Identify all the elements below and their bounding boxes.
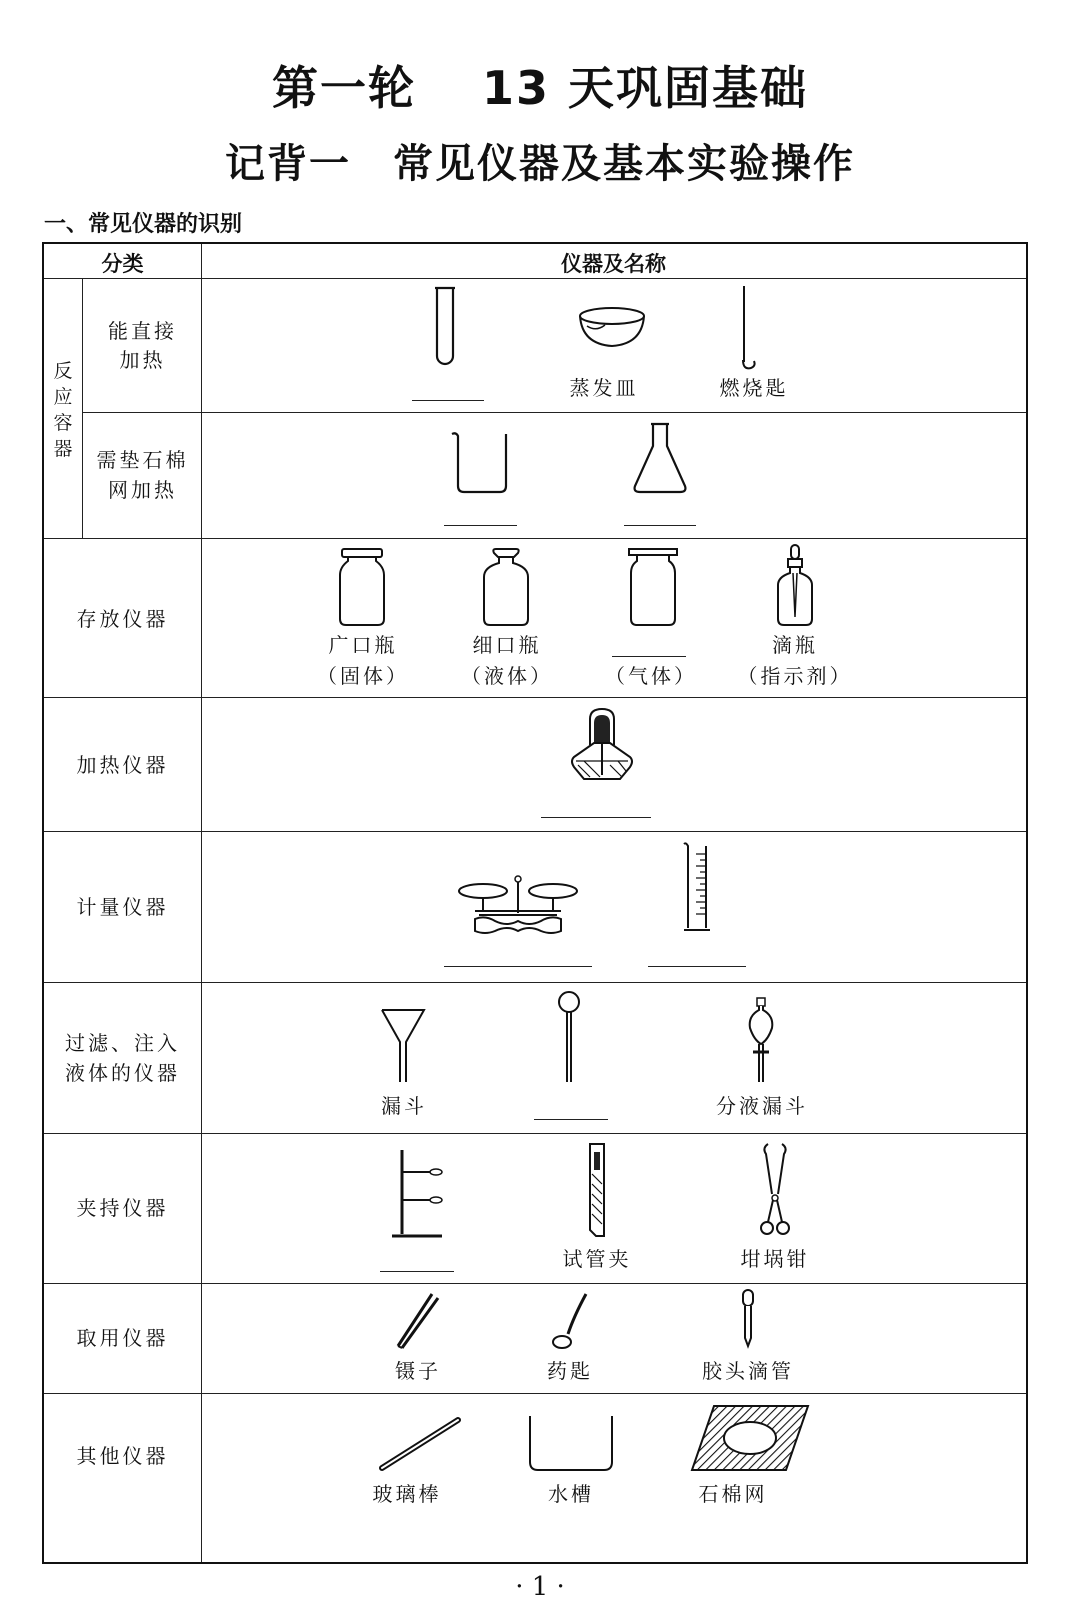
iron-stand-icon [388,1146,448,1242]
answer-blank [380,1271,454,1272]
caption-dropper-bottle-use: （指示剂） [737,664,853,688]
balance-icon [455,873,581,939]
narrow-mouth-bottle-icon [480,545,532,629]
category-gauze-heat-line1: 需垫石棉 [96,448,189,472]
caption-glass-rod: 玻璃棒 [372,1482,442,1506]
category-filter-line1: 过滤、注入 [65,1031,180,1055]
header-instruments: 仪器及名称 [561,252,666,276]
glass-rod-icon [378,1414,464,1474]
caption-narrow-bottle-use: （液体） [461,664,553,688]
row-divider [44,278,1026,279]
caption-evaporating-dish: 蒸发皿 [569,376,639,400]
gas-collecting-bottle-icon [627,545,679,629]
column-divider [201,244,202,1562]
section-heading: 一、常见仪器的识别 [44,212,243,237]
caption-wide-bottle-use: （固体） [317,664,409,688]
category-direct-heat-line1: 能直接 [108,319,177,343]
page-title: 第一轮 13 天巩固基础 [271,61,809,115]
caption-gas-bottle-use: （气体） [605,664,697,688]
alcohol-lamp-icon [560,705,644,785]
caption-tweezers: 镊子 [395,1359,441,1383]
caption-sep-funnel: 分液漏斗 [716,1094,808,1118]
caption-crucible-tongs: 坩埚钳 [740,1247,810,1271]
answer-blank [648,966,746,967]
answer-blank [534,1119,608,1120]
wide-mouth-bottle-icon [336,545,388,629]
combustion-spoon-icon [733,284,763,374]
caption-wide-bottle: 广口瓶 [328,633,398,657]
funnel-icon [378,1006,428,1086]
long-neck-funnel-icon [554,988,584,1086]
row-divider [44,1133,1026,1134]
row-divider [44,982,1026,983]
water-trough-icon [526,1412,616,1474]
category-gauze-heat-line2: 网加热 [108,478,177,502]
answer-blank [624,525,696,526]
group-label-reaction: 反应容器 [53,360,73,460]
category-storage: 存放仪器 [76,607,169,631]
test-tube-icon [425,284,465,374]
answer-blank [444,525,517,526]
crucible-tongs-icon [758,1142,792,1238]
caption-narrow-bottle: 细口瓶 [472,633,542,657]
row-divider [44,697,1026,698]
evaporating-dish-icon [573,304,651,350]
category-measuring: 计量仪器 [76,895,169,919]
caption-funnel: 漏斗 [381,1094,427,1118]
header-category: 分类 [101,252,144,276]
spatula-icon [550,1290,592,1352]
asbestos-gauze-icon [688,1402,812,1474]
answer-blank [444,966,592,967]
category-other: 其他仪器 [76,1444,169,1468]
row-divider [82,412,1026,413]
test-tube-holder-icon [582,1140,612,1242]
separatory-funnel-icon [744,996,778,1086]
category-holding: 夹持仪器 [76,1196,169,1220]
category-direct-heat-line2: 加热 [119,348,166,372]
caption-dropper-bottle: 滴瓶 [772,633,818,657]
row-divider [44,1393,1026,1394]
dropper-icon [738,1288,758,1350]
conical-flask-icon [630,420,690,498]
answer-blank [541,817,651,818]
column-divider [82,278,83,538]
caption-tube-holder: 试管夹 [562,1247,632,1271]
category-taking: 取用仪器 [76,1326,169,1350]
caption-dropper: 胶头滴管 [702,1359,794,1383]
category-filter-line2: 液体的仪器 [65,1061,180,1085]
answer-blank [412,400,484,401]
tweezers-icon [392,1292,442,1352]
caption-gauze: 石棉网 [698,1482,768,1506]
graduated-cylinder-icon [680,840,714,936]
category-heating: 加热仪器 [76,753,169,777]
caption-combustion-spoon: 燃烧匙 [719,376,789,400]
caption-spatula: 药匙 [547,1359,593,1383]
beaker-icon [448,428,514,498]
page-subtitle: 记背一 常见仪器及基本实验操作 [225,141,855,187]
row-divider [44,831,1026,832]
answer-blank [612,656,686,657]
page-number: · 1 · [515,1572,565,1602]
dropper-bottle-icon [774,543,816,629]
caption-water-trough: 水槽 [548,1482,594,1506]
row-divider [44,538,1026,539]
row-divider [44,1283,1026,1284]
